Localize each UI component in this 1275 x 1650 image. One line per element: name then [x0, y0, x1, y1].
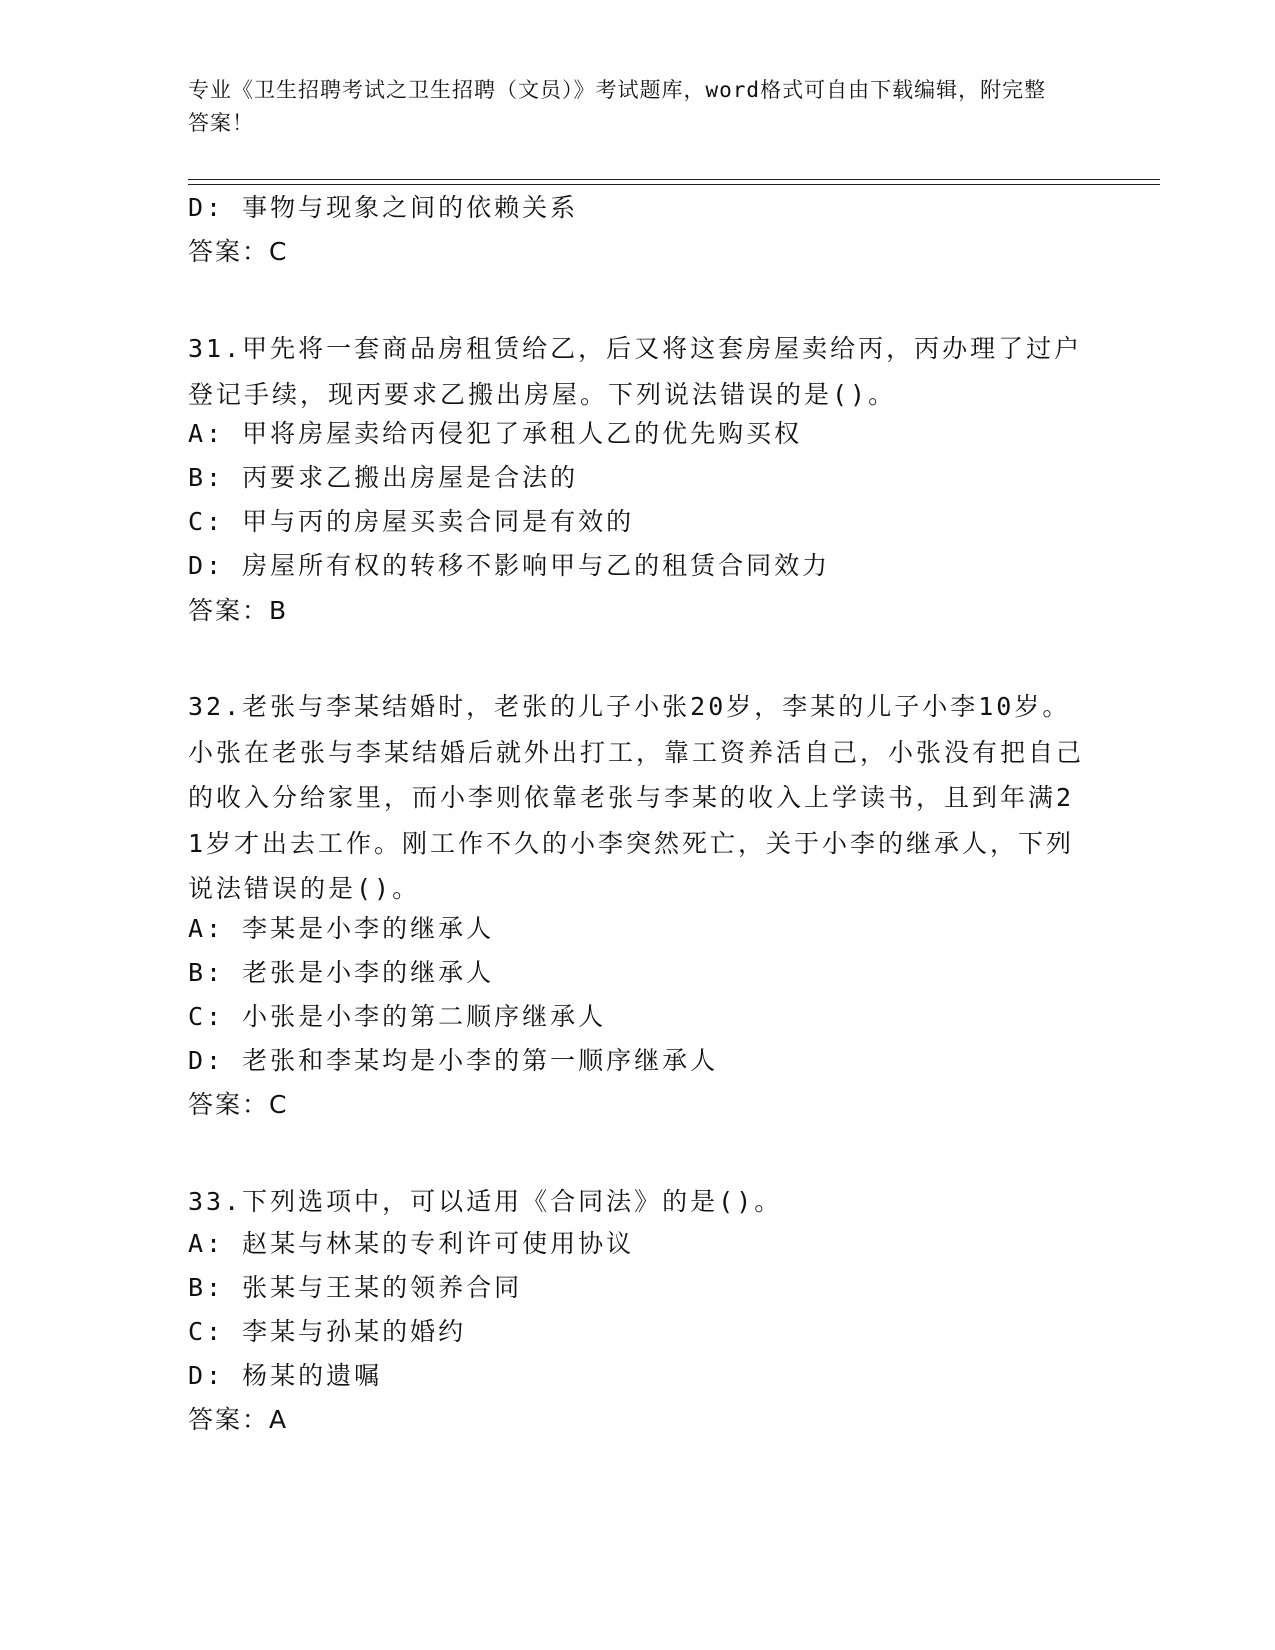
carryover-option-d: D: 事物与现象之间的依赖关系 [188, 193, 579, 222]
question-31-answer: 答案：B [188, 596, 289, 625]
question-32-option-c: C: 小张是小李的第二顺序继承人 [188, 1002, 607, 1031]
carryover-answer: 答案：C [188, 237, 289, 266]
question-32-option-b: B: 老张是小李的继承人 [188, 958, 495, 987]
header-rule-top [188, 179, 1160, 180]
question-31-option-d: D: 房屋所有权的转移不影响甲与乙的租赁合同效力 [188, 551, 831, 580]
question-31-option-c: C: 甲与丙的房屋买卖合同是有效的 [188, 507, 635, 536]
question-33-option-c: C: 李某与孙某的婚约 [188, 1317, 467, 1346]
question-33-answer: 答案：A [188, 1405, 289, 1434]
question-31-option-b: B: 丙要求乙搬出房屋是合法的 [188, 463, 579, 492]
question-33-stem: 33.下列选项中，可以适用《合同法》的是()。 [188, 1187, 783, 1216]
header-rule-bottom [188, 184, 1160, 185]
question-32-option-a: A: 李某是小李的继承人 [188, 914, 495, 943]
question-33-option-a: A: 赵某与林某的专利许可使用协议 [188, 1229, 635, 1258]
question-33-option-b: B: 张某与王某的领养合同 [188, 1273, 523, 1302]
question-33-option-d: D: 杨某的遗嘱 [188, 1361, 383, 1390]
question-32-stem: 32.老张与李某结婚时，老张的儿子小张20岁，李某的儿子小李10岁。小张在老张与李某结婚后就外出打工，靠工资养活自己，小张没有把自己的收入分给家里，而小李则依靠老张与李某的收入上学读书，且到年满21岁才出去工作。刚工作不久的小李突然死亡，关于小李的继承人，下列说法错误的是()。 [188, 692, 1085, 903]
question-32-option-d: D: 老张和李某均是小李的第一顺序继承人 [188, 1046, 719, 1075]
question-32-answer: 答案：C [188, 1090, 289, 1119]
document-header: 专业《卫生招聘考试之卫生招聘（文员）》考试题库，word格式可自由下载编辑，附完整答案！ [188, 78, 1047, 135]
question-31-stem: 31.甲先将一套商品房租赁给乙，后又将这套房屋卖给丙，丙办理了过户登记手续，现丙要求乙搬出房屋。下列说法错误的是()。 [188, 334, 1083, 409]
question-31-option-a: A: 甲将房屋卖给丙侵犯了承租人乙的优先购买权 [188, 419, 803, 448]
